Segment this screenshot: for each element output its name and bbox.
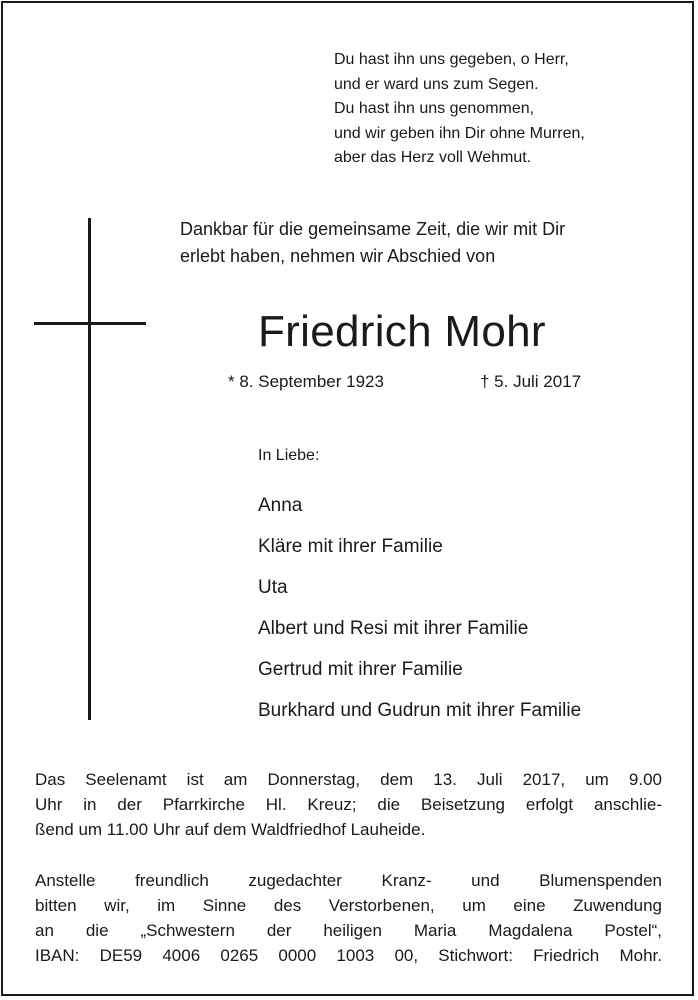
service-line: Das Seelenamt ist am Donnerstag, dem 13. Juli 2017, um 9.00 [35, 770, 662, 789]
donation-line: IBAN: DE59 4006 0265 0000 1003 00, Stichwort: Friedrich Mohr. [35, 946, 662, 965]
poem-line: Du hast ihn uns gegeben, o Herr, [334, 51, 569, 68]
donation-info [35, 868, 662, 968]
donation-line: bitten wir, im Sinne des Verstorbenen, um eine Zuwendung [35, 896, 662, 915]
in-love-label: In Liebe: [258, 447, 320, 464]
mourners-list [258, 492, 581, 738]
cross-icon-bar [34, 322, 146, 325]
mourner-item: Gertrud mit ihrer Familie [258, 659, 463, 680]
poem-verse [334, 48, 585, 171]
mourner-item: Burkhard und Gudrun mit ihrer Familie [258, 700, 582, 721]
deceased-name: Friedrich Mohr [258, 307, 546, 356]
mourner-item: Kläre mit ihrer Familie [258, 536, 443, 557]
birth-date: * 8. September 1923 [228, 372, 384, 391]
intro-text [180, 216, 565, 270]
poem-line: Du hast ihn uns genommen, [334, 100, 535, 117]
poem-line: und wir geben ihn Dir ohne Murren, [334, 124, 585, 142]
donation-line: Anstelle freundlich zugedachter Kranz- und Blumenspenden [35, 871, 662, 890]
service-line: ßend um 11.00 Uhr auf dem Waldfriedhof Lauheide. [35, 820, 426, 839]
mourner-item: Uta [258, 577, 288, 598]
service-line: Uhr in der Pfarrkirche Hl. Kreuz; die Beisetzung erfolgt anschlie- [35, 795, 662, 814]
mourner-item: Albert und Resi mit ihrer Familie [258, 618, 529, 639]
intro-line: Dankbar für die gemeinsame Zeit, die wir mit Dir [180, 219, 566, 239]
death-date: † 5. Juli 2017 [480, 372, 582, 391]
poem-line: und er ward uns zum Segen. [334, 75, 539, 93]
cross-icon [88, 218, 91, 720]
intro-line: erlebt haben, nehmen wir Abschied von [180, 246, 496, 266]
service-info [35, 767, 662, 842]
mourner-item: Anna [258, 495, 303, 516]
donation-line: an die „Schwestern der heiligen Maria Magdalena Postel“, [35, 921, 662, 940]
poem-line: aber das Herz voll Wehmut. [334, 149, 532, 166]
